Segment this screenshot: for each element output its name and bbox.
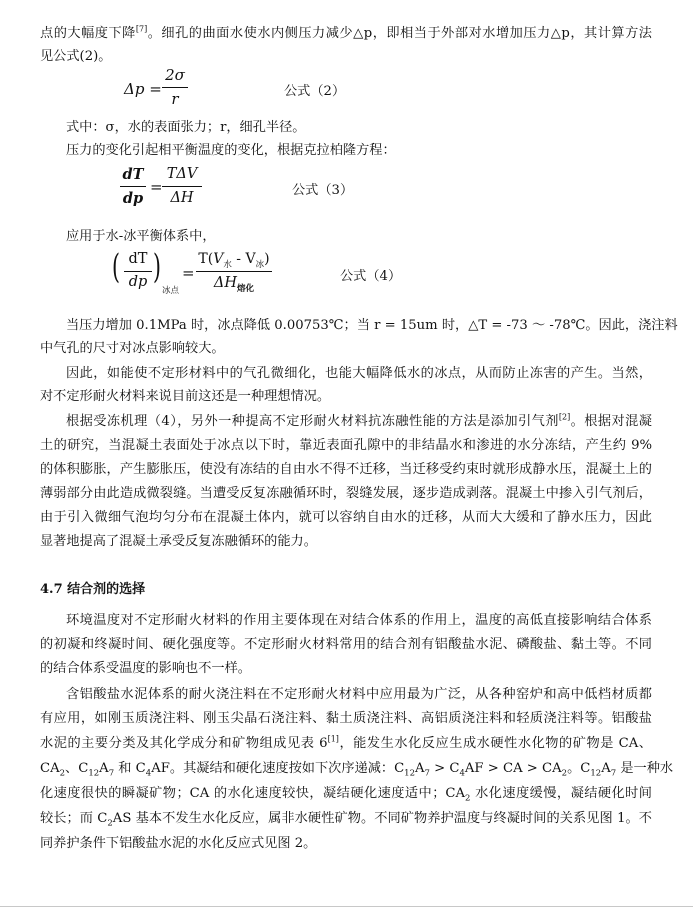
text-line: 土的研究，当混凝土表面处于冰点以下时，靠近表面孔隙中的非结晶水和渗进的水分冻结，产生约 9% xyxy=(40,438,652,453)
text-line: 见公式(2)。 xyxy=(40,49,112,64)
text-line: 含铝酸盐水泥体系的耐火浇注料在不定形耐火材料中应用最为广泛，从各种窑炉和高中低档材质都 xyxy=(66,687,652,702)
page-bottom-rule xyxy=(0,906,693,907)
eq4-right-paren: ) xyxy=(153,247,161,287)
eq3-fraction-bar-left xyxy=(120,186,146,187)
text-line: 显著地提高了混凝土承受反复冻融循环的能力。 xyxy=(40,534,317,549)
text-line: 有应用，如刚玉质浇注料、刚玉尖晶石浇注料、黏土质浇注料、高铝质浇注料和轻质浇注料等。铝酸盐 xyxy=(40,711,652,726)
eq4-denominator-left: dp xyxy=(128,274,148,290)
eq3-numerator-left: dT xyxy=(122,166,144,183)
text-line: $CA_2$、$C_{12}A_7$ 和 $C_4AF$。其凝结和硬化速度按如下次序递减：$C_{12}A_7 > C_4AF$ > CA > $CA_2$。$C_{12}A_7$ 是一种水 xyxy=(40,761,674,779)
text-line: 式中：σ，水的表面张力；r，细孔半径。 xyxy=(66,120,306,135)
eq4-left-paren: ( xyxy=(112,247,120,287)
eq3-label: 公式（3） xyxy=(292,183,354,198)
eq2-fraction-bar xyxy=(162,87,188,88)
section-heading: 4.7 结合剂的选择 xyxy=(40,582,146,597)
text-line: 较长；而 $C_2AS$ 基本不发生水化反应，属非水硬性矿物。不同矿物养护温度与终凝时间的关系见图 1。不 xyxy=(40,811,652,829)
text-line: 因此，如能使不定形材料中的气孔微细化，也能大幅降低水的冰点，从而防止冻害的产生。当然， xyxy=(66,366,652,381)
eq2-numerator: 2σ xyxy=(165,66,185,84)
text-line: 化速度很快的瞬凝矿物；CA 的水化速度较快，凝结硬化速度适中；$CA_2$ 水化速度缓慢，凝结硬化时间 xyxy=(40,786,652,804)
text-line: 中气孔的尺寸对冰点影响较大。 xyxy=(40,341,225,356)
text-line: 的初凝和终凝时间、硬化强度等。不定形耐火材料常用的结合剂有铝酸盐水泥、磷酸盐、黏土等。不同 xyxy=(40,637,652,652)
eq4-numerator-left: dT xyxy=(128,251,148,267)
eq3-fraction-bar-right xyxy=(162,186,202,187)
eq4-fraction-bar-right xyxy=(196,271,272,272)
citation: [7] xyxy=(135,24,148,34)
eq2-lhs: Δp = xyxy=(124,80,162,98)
eq4-subscript-freezing-point: 冰点 xyxy=(162,286,180,296)
text-line: 压力的变化引起相平衡温度的变化，根据克拉柏隆方程： xyxy=(66,143,396,158)
eq3-denominator-right: ΔH xyxy=(170,190,194,206)
text-line: 应用于水-冰平衡体系中， xyxy=(66,229,216,244)
eq4-fraction-bar-left xyxy=(124,271,152,272)
eq4-equals: = xyxy=(182,264,195,282)
text-line: 的体积膨胀，产生膨胀压，使没有冻结的自由水不得不迁移，当迁移受约束时就形成静水压，混凝土上的 xyxy=(40,462,652,477)
text-line: 对不定形耐火材料来说目前这还是一种理想情况。 xyxy=(40,389,331,404)
eq2-denominator: r xyxy=(171,90,179,108)
eq4-numerator-right: $T(V_水 - V_冰)$ xyxy=(198,251,270,270)
text-line: 同养护条件下铝酸盐水泥的水化反应式见图 2。 xyxy=(40,836,317,851)
text-line: 当压力增加 0.1MPa 时，冰点降低 0.00753℃；当 r = 15um 时，△T = -73 ～ -78℃。因此，浇注料 xyxy=(66,318,678,333)
eq3-equals: = xyxy=(150,178,163,196)
eq2-label: 公式（2） xyxy=(284,84,346,99)
text-line: 由于引入微细气泡均匀分布在混凝土体内，就可以容纳自由水的迁移，从而大大缓和了静水压力，因此 xyxy=(40,510,652,525)
citation: [1] xyxy=(327,734,339,744)
text-line: 水泥的主要分类及其化学成分和矿物组成见表 6[1]，能发生水化反应生成水硬性水化物的矿物是 CA、 xyxy=(40,734,652,751)
citation: [2] xyxy=(558,412,571,422)
eq3-denominator-left: dp xyxy=(122,190,144,207)
text-line: 点的大幅度下降[7]。细孔的曲面水使水内侧压力减少△p，即相当于外部对水增加压力△p，其计算方法 xyxy=(40,24,652,41)
eq4-label: 公式（4） xyxy=(340,269,402,284)
text-line: 的结合体系受温度的影响也不一样。 xyxy=(40,661,251,676)
text-line: 根据受冻机理（4），另外一种提高不定形耐火材料抗冻融性能的方法是添加引气剂[2]。根据对混凝 xyxy=(66,412,652,429)
text-line: 薄弱部分由此造成微裂缝。当遭受反复冻融循环时，裂缝发展，逐步造成剥落。混凝土中掺入引气剂后， xyxy=(40,486,652,501)
eq4-denominator-right: $\Delta H_{熔化}$ xyxy=(213,275,255,294)
text-line: 环境温度对不定形耐火材料的作用主要体现在对结合体系的作用上，温度的高低直接影响结合体系 xyxy=(66,613,652,628)
eq3-numerator-right: TΔV xyxy=(166,166,198,182)
